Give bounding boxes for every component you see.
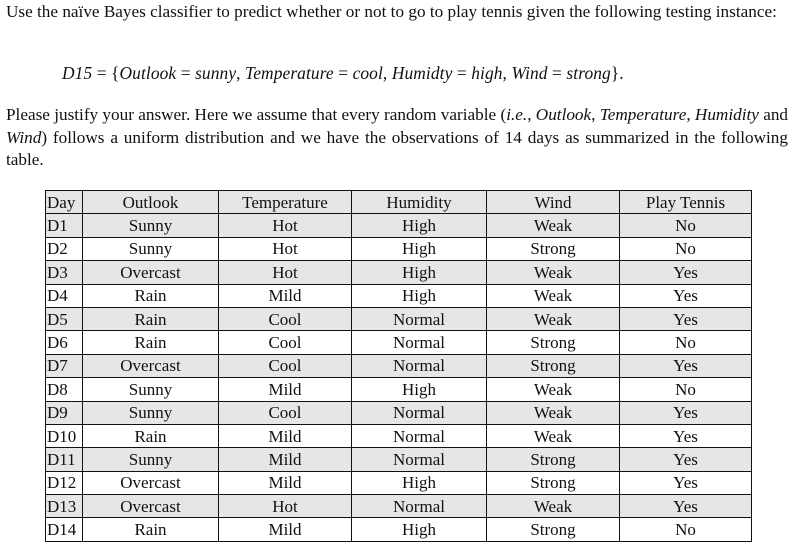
cell-outlook: Overcast — [83, 261, 219, 284]
cell-day: D13 — [46, 495, 83, 518]
justify-sep: , — [686, 105, 695, 124]
cell-play-tennis: No — [620, 214, 752, 237]
cell-temperature: Hot — [219, 214, 352, 237]
cell-humidity: Normal — [352, 448, 487, 471]
cell-play-tennis: Yes — [620, 307, 752, 330]
cell-temperature: Mild — [219, 284, 352, 307]
cell-temperature: Mild — [219, 448, 352, 471]
intro-paragraph — [6, 1, 788, 24]
cell-wind: Weak — [487, 261, 620, 284]
cell-temperature: Hot — [219, 495, 352, 518]
cell-wind: Strong — [487, 331, 620, 354]
cell-play-tennis: Yes — [620, 401, 752, 424]
table-row — [46, 518, 752, 541]
cell-outlook: Rain — [83, 424, 219, 447]
cell-wind: Strong — [487, 471, 620, 494]
cell-day: D10 — [46, 424, 83, 447]
cell-humidity: High — [352, 284, 487, 307]
cell-wind: Weak — [487, 401, 620, 424]
cell-outlook: Rain — [83, 284, 219, 307]
header-day: Day — [46, 191, 83, 214]
cell-play-tennis: Yes — [620, 448, 752, 471]
cell-temperature: Cool — [219, 307, 352, 330]
justify-var-wind: Wind — [6, 127, 42, 147]
cell-outlook: Sunny — [83, 214, 219, 237]
cell-outlook: Rain — [83, 331, 219, 354]
cell-play-tennis: Yes — [620, 424, 752, 447]
eq-val-temperature: cool — [352, 63, 383, 83]
cell-humidity: Normal — [352, 331, 487, 354]
table-row — [46, 378, 752, 401]
table-row — [46, 284, 752, 307]
cell-outlook: Overcast — [83, 471, 219, 494]
cell-outlook: Sunny — [83, 378, 219, 401]
cell-wind: Weak — [487, 378, 620, 401]
cell-day: D11 — [46, 448, 83, 471]
cell-play-tennis: Yes — [620, 261, 752, 284]
justify-and: and — [758, 105, 789, 124]
justify-ie: i.e. — [506, 105, 528, 124]
cell-temperature: Hot — [219, 237, 352, 260]
cell-humidity: High — [352, 518, 487, 541]
cell-humidity: Normal — [352, 307, 487, 330]
justify-sep: , — [591, 105, 600, 124]
cell-outlook: Rain — [83, 307, 219, 330]
cell-outlook: Sunny — [83, 237, 219, 260]
cell-temperature: Mild — [219, 518, 352, 541]
cell-day: D6 — [46, 331, 83, 354]
cell-temperature: Hot — [219, 261, 352, 284]
cell-day: D9 — [46, 401, 83, 424]
cell-wind: Strong — [487, 518, 620, 541]
cell-play-tennis: Yes — [620, 354, 752, 377]
cell-wind: Weak — [487, 424, 620, 447]
justify-var-temperature: Temperature — [599, 105, 687, 124]
cell-play-tennis: Yes — [620, 471, 752, 494]
cell-day: D12 — [46, 471, 83, 494]
cell-play-tennis: No — [620, 518, 752, 541]
cell-temperature: Cool — [219, 331, 352, 354]
table-row — [46, 424, 752, 447]
cell-humidity: High — [352, 378, 487, 401]
justify-text-b: ) follows a uniform distribution and we have the observations of 14 days as summarized in the following table. — [6, 127, 788, 169]
cell-wind: Strong — [487, 237, 620, 260]
table-row — [46, 261, 752, 284]
header-play-tennis: Play Tennis — [620, 191, 752, 214]
table-row — [46, 237, 752, 260]
cell-wind: Weak — [487, 495, 620, 518]
eq-lhs: D15 — [62, 63, 93, 83]
cell-day: D1 — [46, 214, 83, 237]
cell-humidity: Normal — [352, 495, 487, 518]
cell-wind: Weak — [487, 214, 620, 237]
cell-day: D4 — [46, 284, 83, 307]
cell-wind: Weak — [487, 284, 620, 307]
eq-val-outlook: sunny — [195, 63, 237, 83]
eq-var-outlook: Outlook — [119, 63, 177, 83]
table-row — [46, 331, 752, 354]
cell-humidity: High — [352, 261, 487, 284]
table-row — [46, 401, 752, 424]
cell-play-tennis: No — [620, 237, 752, 260]
eq-var-wind: Wind — [511, 63, 548, 83]
cell-humidity: High — [352, 471, 487, 494]
table-row — [46, 495, 752, 518]
header-temperature: Temperature — [219, 191, 352, 214]
justify-text-a: Please justify your answer. Here we assume that every random variable ( — [6, 105, 507, 124]
cell-play-tennis: Yes — [620, 284, 752, 307]
header-wind: Wind — [487, 191, 620, 214]
cell-humidity: High — [352, 214, 487, 237]
cell-temperature: Mild — [219, 471, 352, 494]
test-instance-equation: D15 = {Outlook = sunny, Temperature = cool, Humidty = high, Wind = strong}. — [62, 63, 624, 83]
eq-var-humidity: Humidty — [391, 63, 453, 83]
cell-wind: Weak — [487, 307, 620, 330]
cell-wind: Strong — [487, 354, 620, 377]
eq-val-humidity: high — [471, 63, 503, 83]
table-row — [46, 307, 752, 330]
table-header-row — [46, 191, 752, 214]
observations-table — [45, 190, 752, 542]
cell-wind: Strong — [487, 448, 620, 471]
cell-day: D8 — [46, 378, 83, 401]
table-row — [46, 214, 752, 237]
eq-val-wind: strong — [566, 63, 611, 83]
table-row — [46, 448, 752, 471]
table-row — [46, 471, 752, 494]
cell-temperature: Cool — [219, 354, 352, 377]
cell-day: D7 — [46, 354, 83, 377]
cell-humidity: Normal — [352, 424, 487, 447]
cell-outlook: Sunny — [83, 448, 219, 471]
cell-day: D5 — [46, 307, 83, 330]
intro-text: Use the naïve Bayes classifier to predict whether or not to go to play tennis given the following testing instance: — [6, 2, 777, 21]
cell-play-tennis: Yes — [620, 495, 752, 518]
cell-outlook: Rain — [83, 518, 219, 541]
justify-var-outlook: Outlook — [535, 105, 592, 124]
eq-var-temperature: Temperature — [245, 63, 334, 83]
cell-outlook: Overcast — [83, 495, 219, 518]
cell-temperature: Cool — [219, 401, 352, 424]
justify-paragraph — [6, 104, 788, 172]
cell-play-tennis: No — [620, 378, 752, 401]
cell-day: D3 — [46, 261, 83, 284]
cell-humidity: High — [352, 237, 487, 260]
justify-var-humidity: Humidity — [694, 105, 759, 124]
cell-day: D2 — [46, 237, 83, 260]
cell-day: D14 — [46, 518, 83, 541]
table-row — [46, 354, 752, 377]
cell-temperature: Mild — [219, 378, 352, 401]
cell-temperature: Mild — [219, 424, 352, 447]
header-outlook: Outlook — [83, 191, 219, 214]
cell-play-tennis: No — [620, 331, 752, 354]
cell-humidity: Normal — [352, 401, 487, 424]
header-humidity: Humidity — [352, 191, 487, 214]
table-body — [46, 214, 752, 541]
cell-humidity: Normal — [352, 354, 487, 377]
justify-sep: , — [527, 105, 536, 124]
cell-outlook: Sunny — [83, 401, 219, 424]
cell-outlook: Overcast — [83, 354, 219, 377]
